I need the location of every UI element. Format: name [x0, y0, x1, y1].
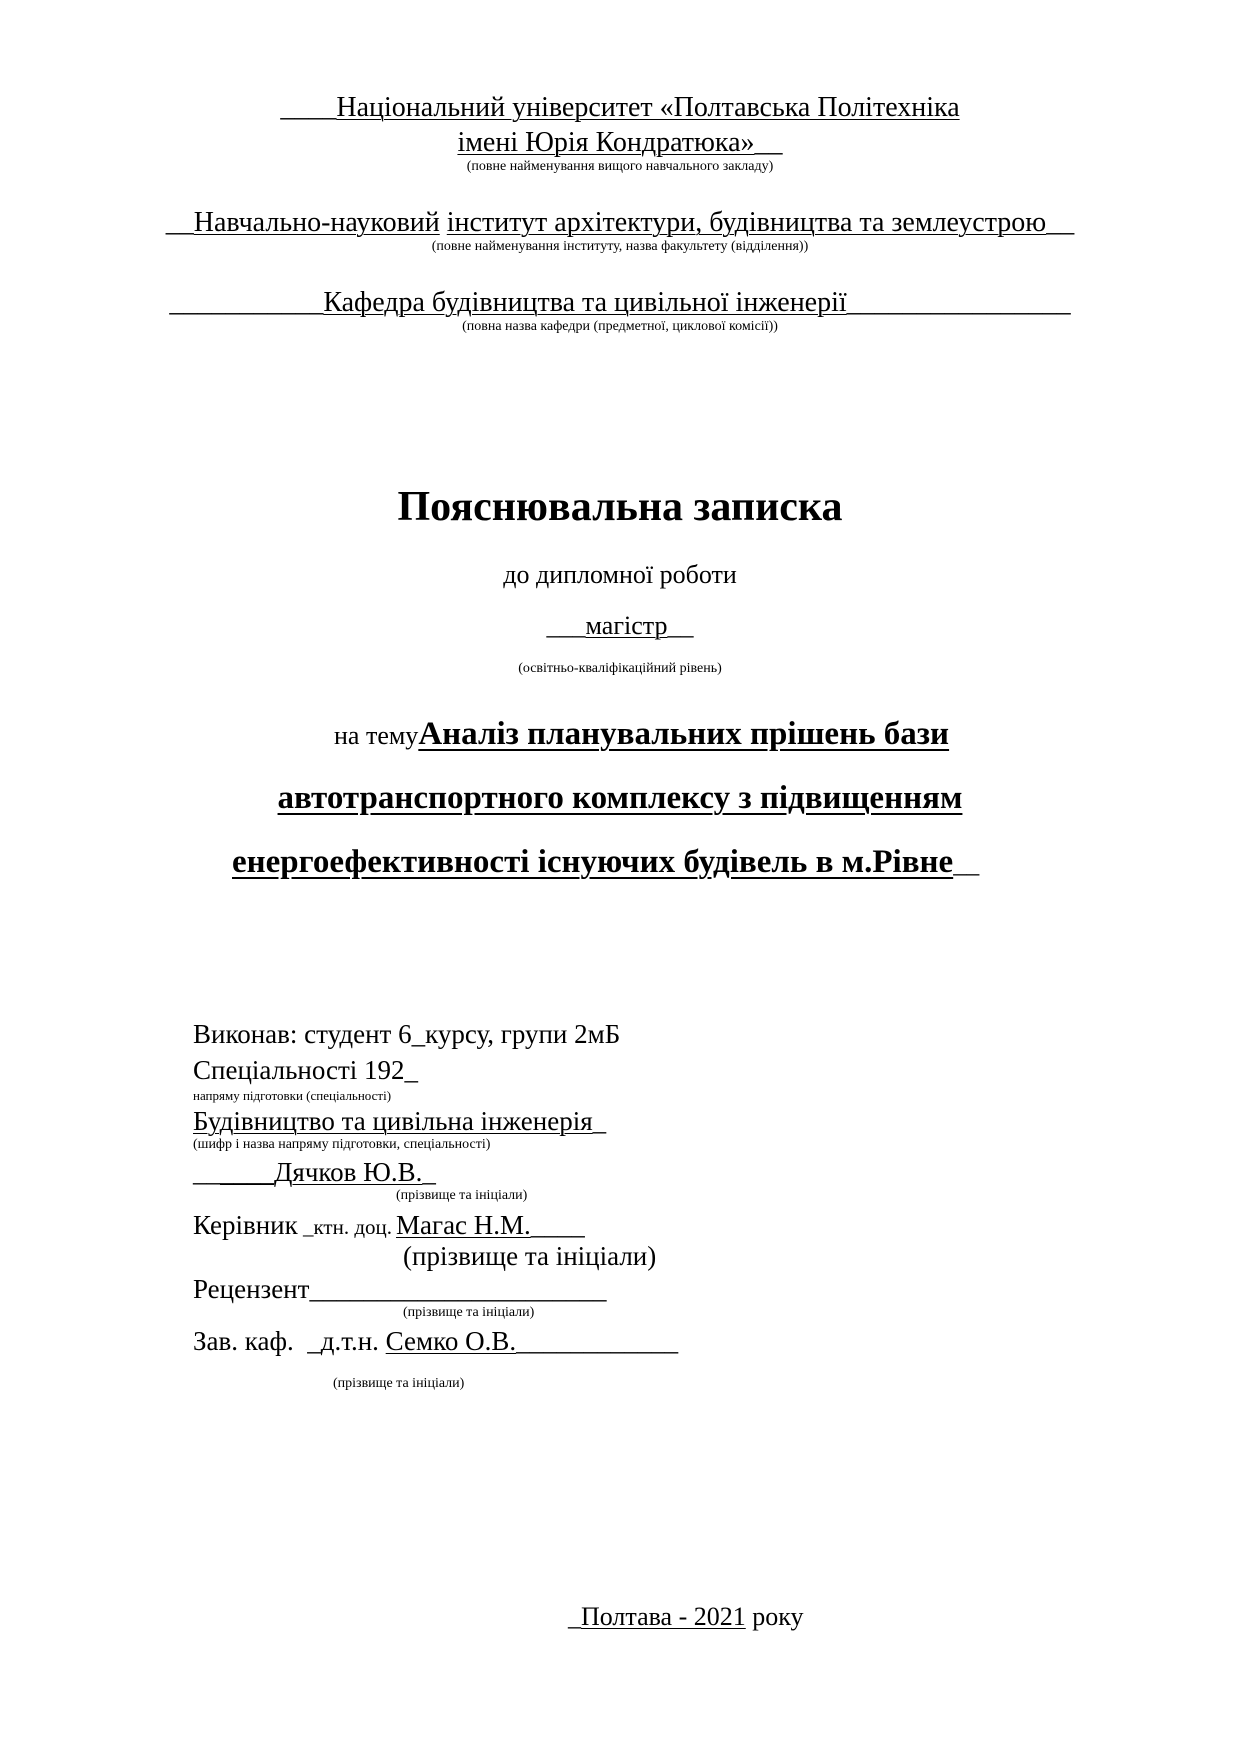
supervisor-caption: (прізвище та ініціали)	[403, 1241, 657, 1271]
university-line-1: ____Національний університет «Полтавська Політехніка	[280, 92, 960, 123]
reviewer-caption: (прізвище та ініціали)	[403, 1305, 535, 1320]
head-line: Зав. каф. _д.т.н. Семко О.В.____________	[193, 1326, 679, 1356]
qualification-level: ___магістр__	[546, 611, 694, 640]
specialty-name: Будівництво та цивільна інженерія_	[193, 1106, 607, 1136]
topic-line-3: енергоефективності існуючих будівель в м.Рівне__	[232, 844, 980, 880]
head-caption: (прізвище та ініціали)	[333, 1376, 465, 1391]
document-subtitle: до дипломної роботи	[503, 560, 737, 589]
supervisor-line: Керівник _ктн. доц. Магас Н.М.____	[193, 1210, 585, 1240]
performed-by: Виконав: студент 6_курсу, групи 2мБ	[193, 1019, 621, 1049]
student-caption: (прізвище та ініціали)	[396, 1188, 528, 1203]
institute-caption: (повне найменування інституту, назва факультету (відділення))	[431, 239, 809, 254]
document-title: Пояснювальна записка	[397, 484, 843, 530]
footer-city-year: _Полтава - 2021 року	[568, 1602, 804, 1631]
department-caption: (повна назва кафедри (предметної, циклової комісії))	[462, 319, 778, 334]
specialty-name-caption: (шифр і назва напряму підготовки, спеціальності)	[193, 1137, 491, 1152]
qualification-caption: (освітньо-кваліфікаційний рівень)	[518, 661, 722, 676]
reviewer-line: Рецензент______________________	[193, 1274, 607, 1304]
specialty-code: Спеціальності 192_	[193, 1055, 419, 1085]
student-name: ______Дячков Ю.В._	[193, 1157, 436, 1187]
topic-prefix: на тему	[334, 721, 419, 750]
topic-line-2: автотранспортного комплексу з підвищенням	[277, 780, 963, 816]
university-line-2: імені Юрія Кондратюка»__	[457, 127, 783, 158]
department-line: ___________Кафедра будівництва та цивільної інженерії________________	[169, 287, 1071, 318]
specialty-caption: напряму підготовки (спеціальності)	[193, 1088, 392, 1103]
university-name: Національний університет «Полтавська Політехніка	[336, 92, 960, 123]
institute-line: __Навчально-науковий інститут архітектури, будівництва та землеустрою__	[165, 207, 1075, 238]
university-caption: (повне найменування вищого навчального закладу)	[466, 159, 774, 174]
topic-line-1: на темуАналіз планувальних прішень бази	[334, 716, 950, 752]
